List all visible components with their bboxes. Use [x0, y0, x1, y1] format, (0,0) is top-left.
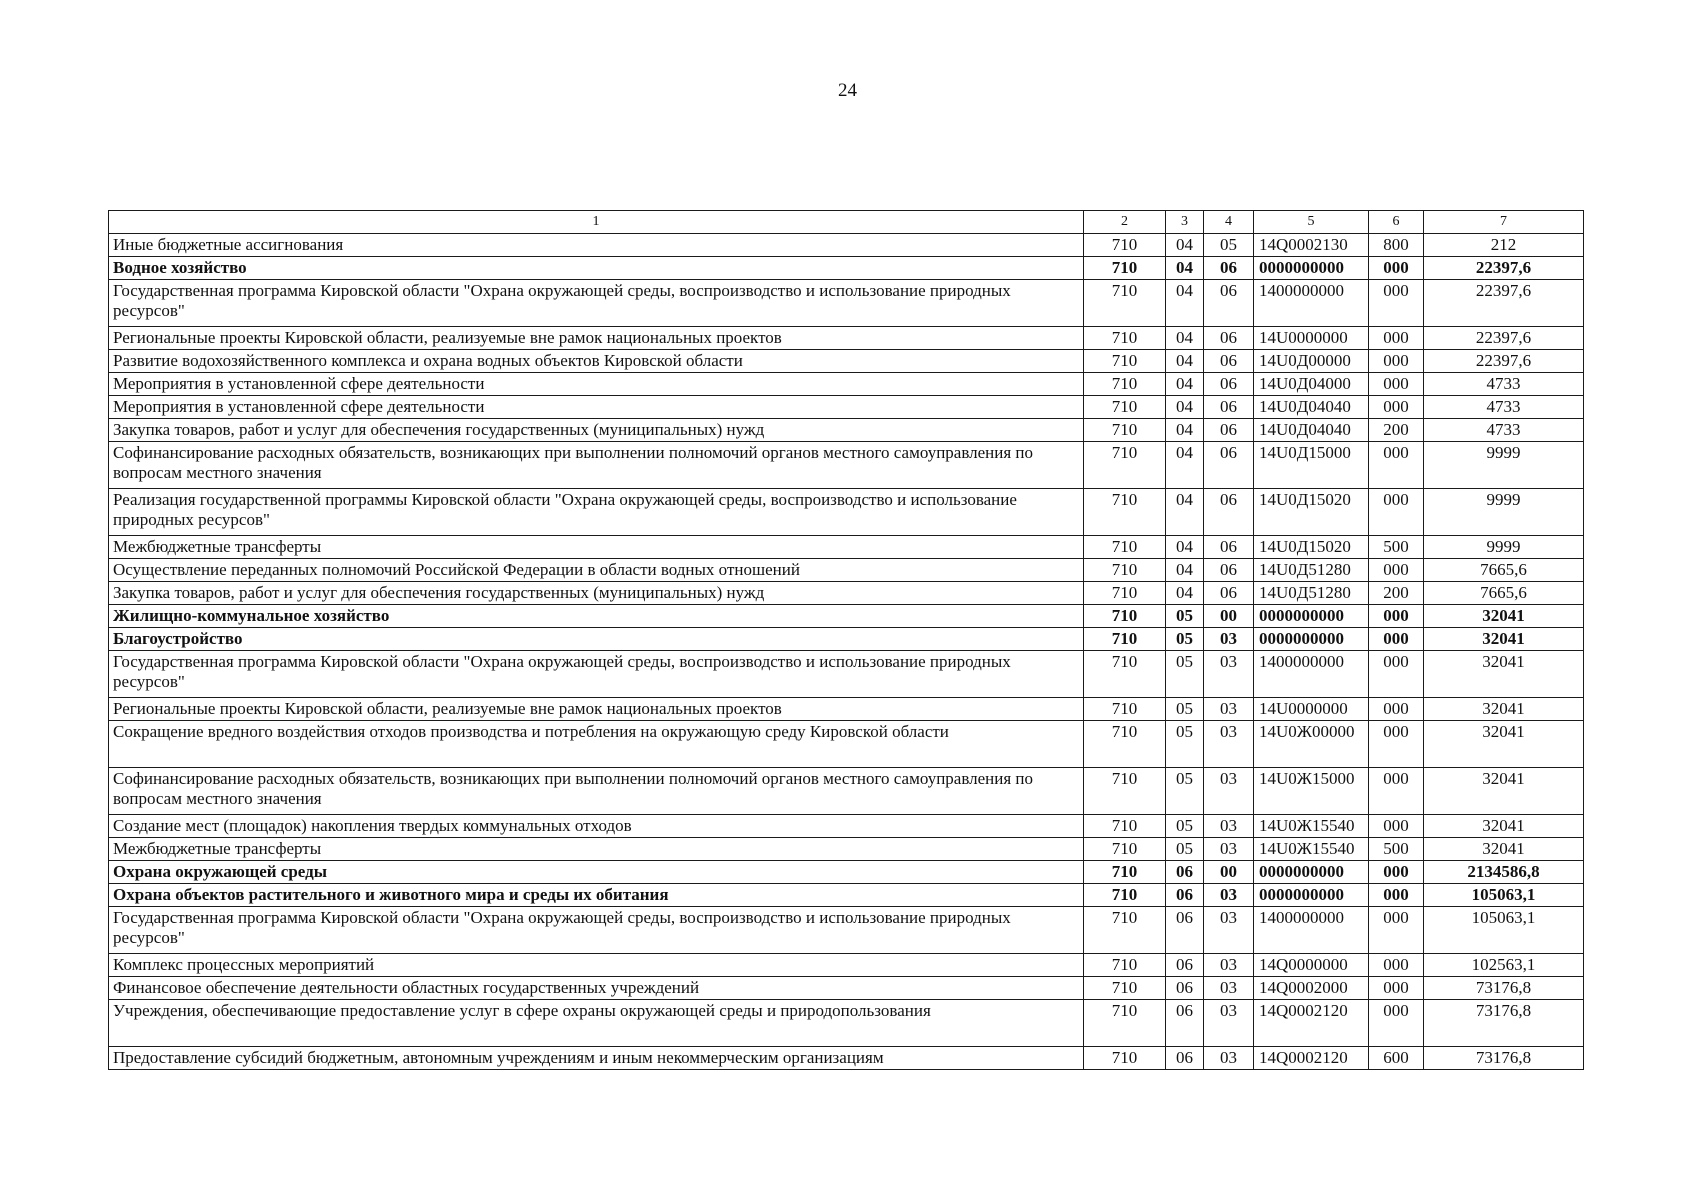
section-code-cell: 05	[1166, 605, 1204, 628]
table-row	[109, 442, 1584, 489]
table-row	[109, 582, 1584, 605]
expense-type-cell: 000	[1369, 721, 1424, 768]
row-name-cell: Софинансирование расходных обязательств, возникающих при выполнении полномочий органов местного самоуправления по вопросам местного значения	[109, 768, 1084, 815]
section-code-cell: 05	[1166, 698, 1204, 721]
table-row	[109, 977, 1584, 1000]
amount-cell: 22397,6	[1424, 350, 1584, 373]
page-number: 24	[838, 80, 857, 101]
expense-type-cell: 000	[1369, 559, 1424, 582]
subsection-code-cell: 06	[1204, 350, 1254, 373]
section-code-cell: 04	[1166, 257, 1204, 280]
admin-code-cell: 710	[1084, 419, 1166, 442]
target-article-cell: 14U0Д04000	[1254, 373, 1369, 396]
table-row	[109, 954, 1584, 977]
expense-type-cell: 000	[1369, 815, 1424, 838]
table-row	[109, 768, 1584, 815]
row-name-cell: Комплекс процессных мероприятий	[109, 954, 1084, 977]
column-header: 2	[1084, 211, 1166, 234]
column-header: 7	[1424, 211, 1584, 234]
expense-type-cell: 000	[1369, 977, 1424, 1000]
target-article-cell: 14U0Д15020	[1254, 536, 1369, 559]
section-code-cell: 04	[1166, 442, 1204, 489]
admin-code-cell: 710	[1084, 327, 1166, 350]
amount-cell: 32041	[1424, 838, 1584, 861]
subsection-code-cell: 06	[1204, 257, 1254, 280]
section-code-cell: 04	[1166, 559, 1204, 582]
admin-code-cell: 710	[1084, 721, 1166, 768]
table-row	[109, 861, 1584, 884]
amount-cell: 4733	[1424, 373, 1584, 396]
target-article-cell: 14U0000000	[1254, 327, 1369, 350]
table-row	[109, 605, 1584, 628]
expense-type-cell: 000	[1369, 907, 1424, 954]
subsection-code-cell: 06	[1204, 373, 1254, 396]
section-code-cell: 04	[1166, 350, 1204, 373]
amount-cell: 32041	[1424, 605, 1584, 628]
table-row	[109, 489, 1584, 536]
section-code-cell: 06	[1166, 954, 1204, 977]
row-name-cell: Осуществление переданных полномочий Российской Федерации в области водных отношений	[109, 559, 1084, 582]
table-row	[109, 419, 1584, 442]
subsection-code-cell: 03	[1204, 884, 1254, 907]
section-code-cell: 05	[1166, 651, 1204, 698]
admin-code-cell: 710	[1084, 536, 1166, 559]
table-row	[109, 698, 1584, 721]
section-code-cell: 04	[1166, 396, 1204, 419]
amount-cell: 32041	[1424, 768, 1584, 815]
row-name-cell: Охрана объектов растительного и животного мира и среды их обитания	[109, 884, 1084, 907]
amount-cell: 32041	[1424, 651, 1584, 698]
row-name-cell: Межбюджетные трансферты	[109, 536, 1084, 559]
subsection-code-cell: 06	[1204, 442, 1254, 489]
target-article-cell: 14U0Д00000	[1254, 350, 1369, 373]
expense-type-cell: 000	[1369, 257, 1424, 280]
row-name-cell: Региональные проекты Кировской области, реализуемые вне рамок национальных проектов	[109, 327, 1084, 350]
row-name-cell: Реализация государственной программы Кировской области "Охрана окружающей среды, воспроизводство и использование природных ресурсов"	[109, 489, 1084, 536]
table-row	[109, 396, 1584, 419]
target-article-cell: 14Q0002120	[1254, 1047, 1369, 1070]
table-row	[109, 651, 1584, 698]
row-name-cell: Сокращение вредного воздействия отходов производства и потребления на окружающую среду Кировской области	[109, 721, 1084, 768]
amount-cell: 32041	[1424, 815, 1584, 838]
admin-code-cell: 710	[1084, 582, 1166, 605]
expense-type-cell: 000	[1369, 628, 1424, 651]
admin-code-cell: 710	[1084, 698, 1166, 721]
target-article-cell: 0000000000	[1254, 861, 1369, 884]
row-name-cell: Охрана окружающей среды	[109, 861, 1084, 884]
subsection-code-cell: 06	[1204, 489, 1254, 536]
subsection-code-cell: 03	[1204, 907, 1254, 954]
section-code-cell: 06	[1166, 1000, 1204, 1047]
table-row	[109, 373, 1584, 396]
row-name-cell: Закупка товаров, работ и услуг для обеспечения государственных (муниципальных) нужд	[109, 582, 1084, 605]
row-name-cell: Иные бюджетные ассигнования	[109, 234, 1084, 257]
target-article-cell: 14U0Д15020	[1254, 489, 1369, 536]
table-row	[109, 350, 1584, 373]
amount-cell: 9999	[1424, 442, 1584, 489]
amount-cell: 73176,8	[1424, 1047, 1584, 1070]
expense-type-cell: 000	[1369, 698, 1424, 721]
amount-cell: 105063,1	[1424, 907, 1584, 954]
admin-code-cell: 710	[1084, 884, 1166, 907]
target-article-cell: 0000000000	[1254, 257, 1369, 280]
amount-cell: 105063,1	[1424, 884, 1584, 907]
row-name-cell: Закупка товаров, работ и услуг для обеспечения государственных (муниципальных) нужд	[109, 419, 1084, 442]
row-name-cell: Жилищно-коммунальное хозяйство	[109, 605, 1084, 628]
expense-type-cell: 500	[1369, 838, 1424, 861]
section-code-cell: 05	[1166, 721, 1204, 768]
row-name-cell: Государственная программа Кировской области "Охрана окружающей среды, воспроизводство и использование природных ресурсов"	[109, 280, 1084, 327]
expense-type-cell: 200	[1369, 419, 1424, 442]
admin-code-cell: 710	[1084, 396, 1166, 419]
admin-code-cell: 710	[1084, 350, 1166, 373]
amount-cell: 2134586,8	[1424, 861, 1584, 884]
expense-type-cell: 000	[1369, 280, 1424, 327]
section-code-cell: 04	[1166, 582, 1204, 605]
section-code-cell: 04	[1166, 419, 1204, 442]
amount-cell: 32041	[1424, 698, 1584, 721]
section-code-cell: 06	[1166, 907, 1204, 954]
admin-code-cell: 710	[1084, 907, 1166, 954]
amount-cell: 7665,6	[1424, 582, 1584, 605]
amount-cell: 22397,6	[1424, 327, 1584, 350]
amount-cell: 102563,1	[1424, 954, 1584, 977]
section-code-cell: 05	[1166, 815, 1204, 838]
subsection-code-cell: 00	[1204, 861, 1254, 884]
table-row	[109, 1047, 1584, 1070]
subsection-code-cell: 06	[1204, 327, 1254, 350]
admin-code-cell: 710	[1084, 373, 1166, 396]
amount-cell: 4733	[1424, 396, 1584, 419]
row-name-cell: Водное хозяйство	[109, 257, 1084, 280]
target-article-cell: 1400000000	[1254, 907, 1369, 954]
expense-type-cell: 200	[1369, 582, 1424, 605]
amount-cell: 212	[1424, 234, 1584, 257]
target-article-cell: 14U0Д51280	[1254, 582, 1369, 605]
target-article-cell: 14Q0002120	[1254, 1000, 1369, 1047]
expense-type-cell: 000	[1369, 396, 1424, 419]
row-name-cell: Предоставление субсидий бюджетным, автономным учреждениям и иным некоммерческим организациям	[109, 1047, 1084, 1070]
table-row	[109, 838, 1584, 861]
amount-cell: 32041	[1424, 628, 1584, 651]
admin-code-cell: 710	[1084, 559, 1166, 582]
target-article-cell: 14U0Д04040	[1254, 419, 1369, 442]
subsection-code-cell: 03	[1204, 815, 1254, 838]
subsection-code-cell: 03	[1204, 1000, 1254, 1047]
target-article-cell: 14U0000000	[1254, 698, 1369, 721]
row-name-cell: Учреждения, обеспечивающие предоставление услуг в сфере охраны окружающей среды и природопользования	[109, 1000, 1084, 1047]
table-row	[109, 721, 1584, 768]
admin-code-cell: 710	[1084, 257, 1166, 280]
target-article-cell: 1400000000	[1254, 280, 1369, 327]
expense-type-cell: 000	[1369, 605, 1424, 628]
section-code-cell: 04	[1166, 280, 1204, 327]
subsection-code-cell: 03	[1204, 651, 1254, 698]
expense-type-cell: 000	[1369, 489, 1424, 536]
row-name-cell: Государственная программа Кировской области "Охрана окружающей среды, воспроизводство и использование природных ресурсов"	[109, 907, 1084, 954]
subsection-code-cell: 06	[1204, 559, 1254, 582]
target-article-cell: 0000000000	[1254, 628, 1369, 651]
section-code-cell: 04	[1166, 234, 1204, 257]
subsection-code-cell: 05	[1204, 234, 1254, 257]
amount-cell: 22397,6	[1424, 257, 1584, 280]
table-header-row	[109, 211, 1584, 234]
target-article-cell: 0000000000	[1254, 605, 1369, 628]
admin-code-cell: 710	[1084, 838, 1166, 861]
subsection-code-cell: 03	[1204, 838, 1254, 861]
subsection-code-cell: 03	[1204, 628, 1254, 651]
column-header: 1	[109, 211, 1084, 234]
table-row	[109, 536, 1584, 559]
section-code-cell: 04	[1166, 536, 1204, 559]
target-article-cell: 14U0Ж15540	[1254, 815, 1369, 838]
admin-code-cell: 710	[1084, 1047, 1166, 1070]
target-article-cell: 14U0Д04040	[1254, 396, 1369, 419]
section-code-cell: 04	[1166, 327, 1204, 350]
row-name-cell: Финансовое обеспечение деятельности областных государственных учреждений	[109, 977, 1084, 1000]
amount-cell: 22397,6	[1424, 280, 1584, 327]
target-article-cell: 0000000000	[1254, 884, 1369, 907]
table-row	[109, 1000, 1584, 1047]
budget-table	[108, 210, 1584, 1070]
subsection-code-cell: 06	[1204, 419, 1254, 442]
expense-type-cell: 000	[1369, 861, 1424, 884]
amount-cell: 73176,8	[1424, 1000, 1584, 1047]
section-code-cell: 04	[1166, 373, 1204, 396]
expense-type-cell: 000	[1369, 954, 1424, 977]
expense-type-cell: 500	[1369, 536, 1424, 559]
admin-code-cell: 710	[1084, 815, 1166, 838]
section-code-cell: 05	[1166, 628, 1204, 651]
subsection-code-cell: 06	[1204, 396, 1254, 419]
table-row	[109, 234, 1584, 257]
target-article-cell: 14Q0000000	[1254, 954, 1369, 977]
table-row	[109, 907, 1584, 954]
table-row	[109, 327, 1584, 350]
section-code-cell: 04	[1166, 489, 1204, 536]
target-article-cell: 14Q0002130	[1254, 234, 1369, 257]
row-name-cell: Межбюджетные трансферты	[109, 838, 1084, 861]
subsection-code-cell: 03	[1204, 1047, 1254, 1070]
section-code-cell: 06	[1166, 861, 1204, 884]
section-code-cell: 05	[1166, 768, 1204, 815]
expense-type-cell: 000	[1369, 442, 1424, 489]
admin-code-cell: 710	[1084, 651, 1166, 698]
subsection-code-cell: 06	[1204, 536, 1254, 559]
target-article-cell: 14U0Ж15000	[1254, 768, 1369, 815]
target-article-cell: 14Q0002000	[1254, 977, 1369, 1000]
row-name-cell: Развитие водохозяйственного комплекса и охрана водных объектов Кировской области	[109, 350, 1084, 373]
target-article-cell: 14U0Д51280	[1254, 559, 1369, 582]
column-header: 6	[1369, 211, 1424, 234]
row-name-cell: Мероприятия в установленной сфере деятельности	[109, 396, 1084, 419]
table-row	[109, 257, 1584, 280]
admin-code-cell: 710	[1084, 605, 1166, 628]
target-article-cell: 14U0Ж15540	[1254, 838, 1369, 861]
column-header: 5	[1254, 211, 1369, 234]
admin-code-cell: 710	[1084, 280, 1166, 327]
admin-code-cell: 710	[1084, 1000, 1166, 1047]
amount-cell: 9999	[1424, 489, 1584, 536]
admin-code-cell: 710	[1084, 861, 1166, 884]
row-name-cell: Региональные проекты Кировской области, реализуемые вне рамок национальных проектов	[109, 698, 1084, 721]
amount-cell: 4733	[1424, 419, 1584, 442]
admin-code-cell: 710	[1084, 768, 1166, 815]
subsection-code-cell: 03	[1204, 977, 1254, 1000]
admin-code-cell: 710	[1084, 954, 1166, 977]
admin-code-cell: 710	[1084, 977, 1166, 1000]
column-header: 3	[1166, 211, 1204, 234]
admin-code-cell: 710	[1084, 628, 1166, 651]
section-code-cell: 05	[1166, 838, 1204, 861]
expense-type-cell: 000	[1369, 350, 1424, 373]
section-code-cell: 06	[1166, 977, 1204, 1000]
expense-type-cell: 000	[1369, 373, 1424, 396]
amount-cell: 7665,6	[1424, 559, 1584, 582]
target-article-cell: 14U0Д15000	[1254, 442, 1369, 489]
column-header: 4	[1204, 211, 1254, 234]
target-article-cell: 14U0Ж00000	[1254, 721, 1369, 768]
row-name-cell: Государственная программа Кировской области "Охрана окружающей среды, воспроизводство и использование природных ресурсов"	[109, 651, 1084, 698]
subsection-code-cell: 03	[1204, 954, 1254, 977]
subsection-code-cell: 03	[1204, 768, 1254, 815]
subsection-code-cell: 06	[1204, 280, 1254, 327]
amount-cell: 73176,8	[1424, 977, 1584, 1000]
subsection-code-cell: 03	[1204, 721, 1254, 768]
subsection-code-cell: 00	[1204, 605, 1254, 628]
table-row	[109, 559, 1584, 582]
table-row	[109, 815, 1584, 838]
amount-cell: 9999	[1424, 536, 1584, 559]
row-name-cell: Благоустройство	[109, 628, 1084, 651]
expense-type-cell: 000	[1369, 651, 1424, 698]
expense-type-cell: 600	[1369, 1047, 1424, 1070]
table-row	[109, 280, 1584, 327]
subsection-code-cell: 06	[1204, 582, 1254, 605]
expense-type-cell: 000	[1369, 884, 1424, 907]
expense-type-cell: 000	[1369, 327, 1424, 350]
subsection-code-cell: 03	[1204, 698, 1254, 721]
amount-cell: 32041	[1424, 721, 1584, 768]
expense-type-cell: 800	[1369, 234, 1424, 257]
expense-type-cell: 000	[1369, 768, 1424, 815]
row-name-cell: Создание мест (площадок) накопления твердых коммунальных отходов	[109, 815, 1084, 838]
admin-code-cell: 710	[1084, 489, 1166, 536]
admin-code-cell: 710	[1084, 442, 1166, 489]
row-name-cell: Мероприятия в установленной сфере деятельности	[109, 373, 1084, 396]
row-name-cell: Софинансирование расходных обязательств, возникающих при выполнении полномочий органов местного самоуправления по вопросам местного значения	[109, 442, 1084, 489]
table-row	[109, 628, 1584, 651]
expense-type-cell: 000	[1369, 1000, 1424, 1047]
admin-code-cell: 710	[1084, 234, 1166, 257]
section-code-cell: 06	[1166, 884, 1204, 907]
section-code-cell: 06	[1166, 1047, 1204, 1070]
table-row	[109, 884, 1584, 907]
target-article-cell: 1400000000	[1254, 651, 1369, 698]
